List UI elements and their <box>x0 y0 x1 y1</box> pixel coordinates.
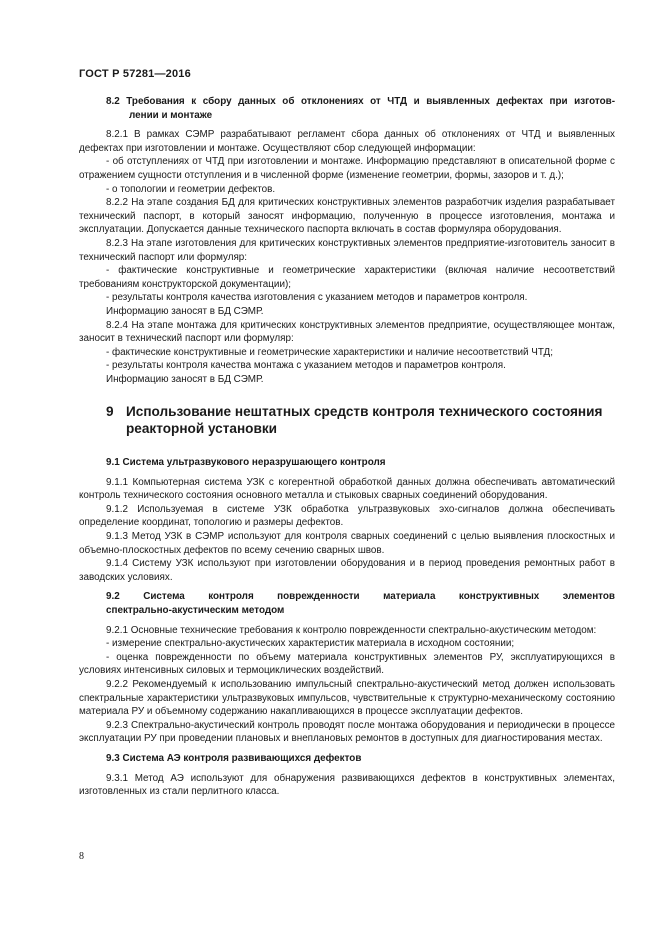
list-item: - об отступлениях от ЧТД при изготовлении и монтаже. Информацию представляют в описательной форме с отражением сущности отступления и в численной форме (изменение геометрии, формы, зазоров и т. д.); <box>79 156 615 181</box>
list-item: - измерение спектрально-акустических характеристик материала в исходном состоянии; <box>106 638 515 650</box>
section-9-heading <box>79 404 615 438</box>
paragraph-9-1-3: 9.1.3 Метод УЗК в СЭМР используют для контроля сварных соединений с целью выявления плоскостных и объемно-плоскостных дефектов по всему сечению сварных швов. <box>79 531 615 556</box>
paragraph-9-3-1: 9.3.1 Метод АЭ используют для обнаружения развивающихся дефектов в конструктивных элементах, изготовленных из стали перлитного класса. <box>79 772 615 798</box>
paragraph-8-2-3: 8.2.3 На этапе изготовления для критических конструктивных элементов предприятие-изготовитель заносит в технический паспорт или формуляр: <box>79 237 615 263</box>
list-item: - о топологии и геометрии дефектов. <box>106 183 276 195</box>
section-9-1-heading: 9.1 Система ультразвукового неразрушающего контроля <box>106 457 386 469</box>
section-9-2-heading-line1: 9.2 Система контроля поврежденности материала конструктивных элементов <box>106 591 615 603</box>
section-9-title: Использование нештатных средств контроля технического состояния реакторной установки <box>126 404 603 437</box>
list-item: - результаты контроля качества монтажа с указанием методов и параметров контроля. <box>106 360 506 372</box>
section-9-number: 9 <box>106 404 114 420</box>
paragraph-tail: Информацию заносят в БД СЭМР. <box>106 373 264 385</box>
paragraph-8-2-2: 8.2.2 На этапе создания БД для критических конструктивных элементов разработчик изделия разрабатывает технический паспорт, в который заносят информацию, полученную в процессе изготовления, монтажа и эксплуатации. Допускается данные технического паспорта включать в состав формуляра оборудования. <box>79 197 615 236</box>
paragraph-8-2-1: 8.2.1 В рамках СЭМР разрабатывают регламент сбора данных об отклонениях от ЧТД и выявленных дефектах при изготовлении и монтаже. Осуществляют сбор следующей информации: <box>79 129 615 154</box>
paragraph-tail: Информацию заносят в БД СЭМР. <box>106 305 264 317</box>
paragraph-8-2-4: 8.2.4 На этапе монтажа для критических конструктивных элементов предприятие, осуществляющее монтаж, заносит в технический паспорт или формуляр: <box>79 319 615 345</box>
document-header: ГОСТ Р 57281—2016 <box>79 68 191 80</box>
paragraph-9-1-4: 9.1.4 Систему УЗК используют при изготовлении оборудования и в период проведения ремонтных работ в заводских условиях. <box>79 558 615 583</box>
section-8-2-heading-line2: лении и монтаже <box>129 109 213 121</box>
paragraph-9-1-1: 9.1.1 Компьютерная система УЗК с когерентной обработкой данных должна обеспечивать автоматический контроль технического состояния основного металла и стыковых сварных соединений оборудования. <box>79 476 615 502</box>
paragraph-9-2-2: 9.2.2 Рекомендуемый к использованию импульсный спектрально-акустический метод должен использовать спектральные характеристики ультразвуковых импульсов, чувствительные к структурно-механическому состоянию материала РУ и объемному содержанию накапливающихся в процессе эксплуатации дефектов. <box>79 678 615 718</box>
list-item: - фактические конструктивные и геометрические характеристики (включая наличие несоответствий требованиям конструкторской документации); <box>79 265 615 290</box>
paragraph-9-2-1: 9.2.1 Основные технические требования к контролю поврежденности спектрально-акустическим методом: <box>106 624 597 636</box>
section-9-3-heading: 9.3 Система АЭ контроля развивающихся дефектов <box>106 752 362 764</box>
section-9-2-heading-line2: спектрально-акустическим методом <box>106 605 285 616</box>
section-8-2-heading-line1: 8.2 Требования к сбору данных об отклонениях от ЧТД и выявленных дефектах при изготов- <box>106 96 615 107</box>
page-number: 8 <box>79 851 84 862</box>
list-item: - результаты контроля качества изготовления с указанием методов и параметров контроля. <box>106 292 528 304</box>
paragraph-9-1-2: 9.1.2 Используемая в системе УЗК обработка ультразвуковых эхо-сигналов должна обеспечивать определение координат, топологию и размеры дефектов. <box>79 503 615 529</box>
list-item: - фактические конструктивные и геометрические характеристики и наличие несоответствий ЧТД; <box>106 346 553 358</box>
list-item: - оценка поврежденности по объему материала конструктивных элементов РУ, эксплуатирующихся в условиях интенсивных силовых и термоциклических воздействий. <box>79 651 615 677</box>
paragraph-9-2-3: 9.2.3 Спектрально-акустический контроль проводят после монтажа оборудования и периодически в процессе эксплуатации РУ при проведении плановых и внеплановых ремонтов в доступных для диагностирования местах. <box>79 719 615 745</box>
document-body <box>79 95 615 799</box>
